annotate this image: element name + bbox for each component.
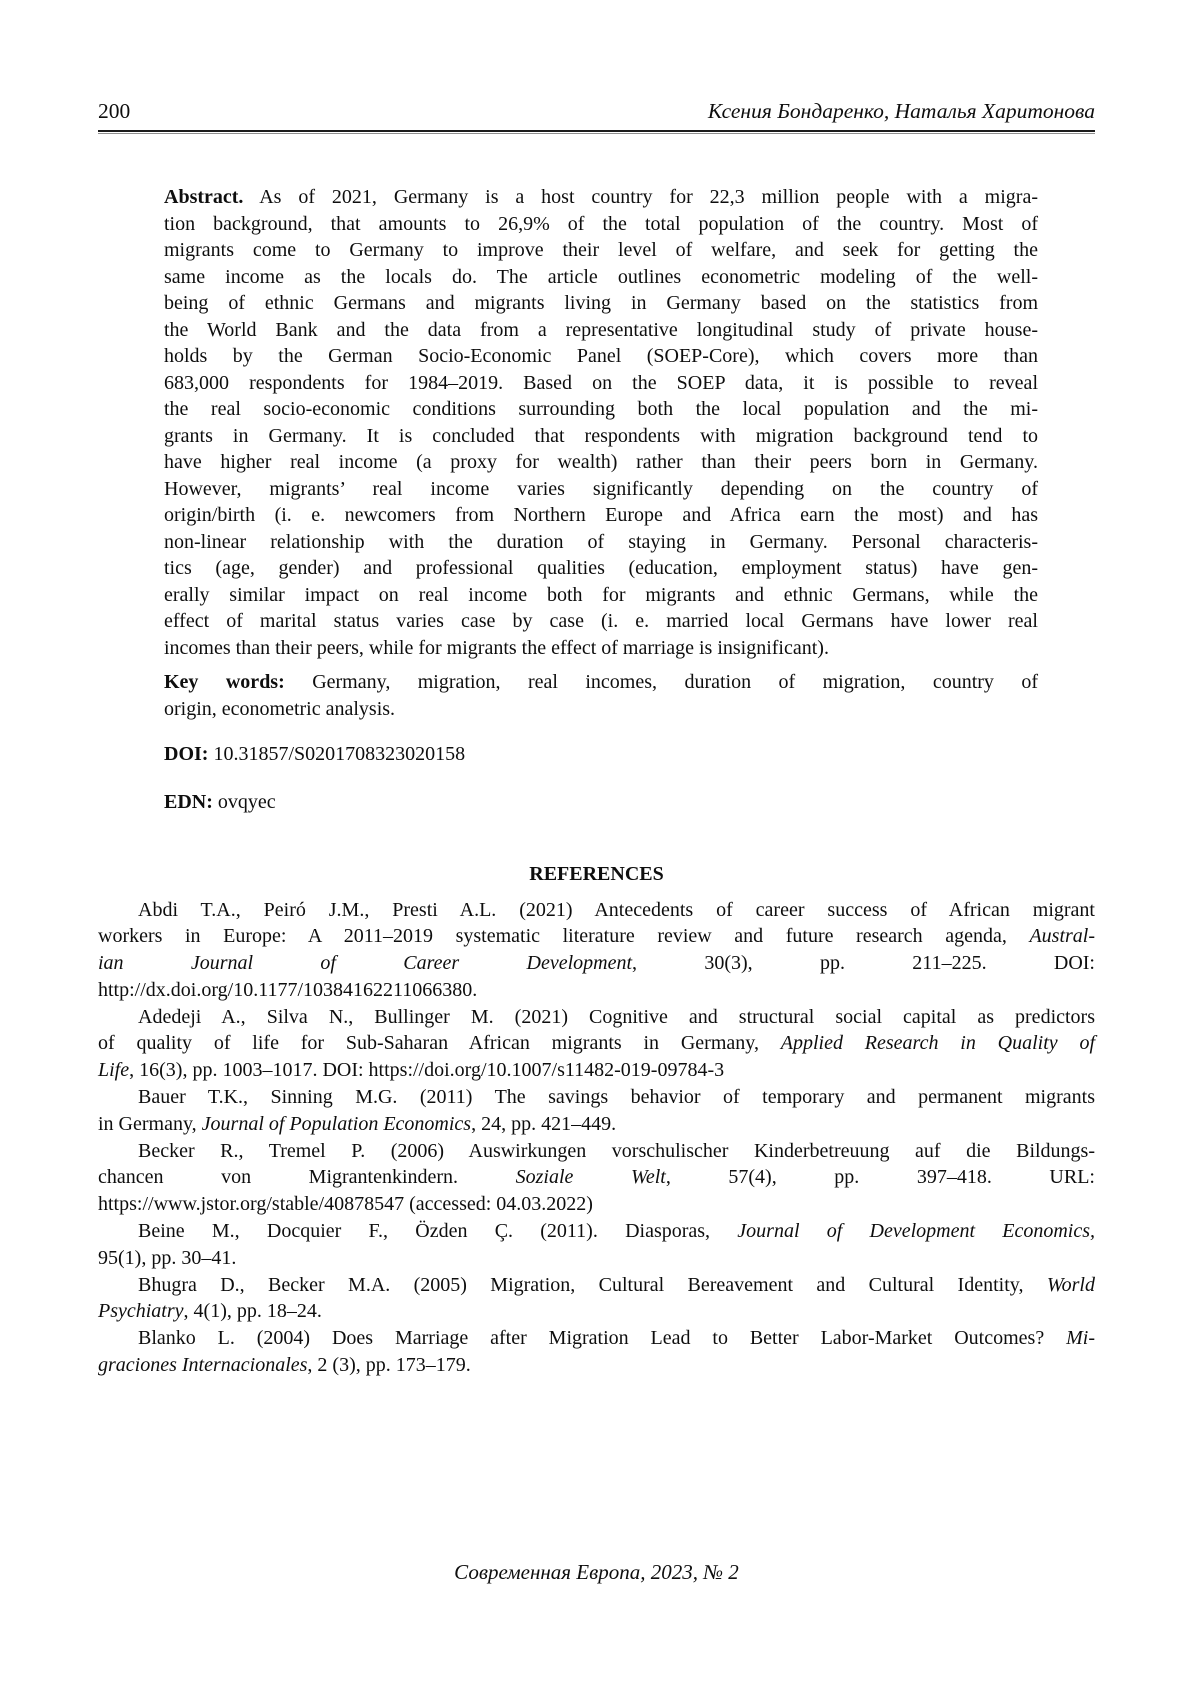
text-line: Bauer T.K., Sinning M.G. (2011) The savings behavior of temporary and permanent migrants <box>138 1086 1095 1109</box>
text-line: However, migrants’ real income varies significantly depending on the country of <box>164 477 1038 500</box>
reference-item <box>98 1084 1095 1138</box>
edn-line <box>164 789 1038 816</box>
text-line: graciones Internacionales, 2 (3), pp. 173–179. <box>98 1354 471 1377</box>
keywords-paragraph <box>164 669 1038 722</box>
text-line: effect of marital status varies case by case (i. e. married local Germans have lower real <box>164 610 1038 632</box>
references-heading: REFERENCES <box>529 863 664 885</box>
abstract-paragraph <box>164 184 1038 661</box>
text-line: Beine M., Docquier F., Özden Ç. (2011). Diasporas, Journal of Development Economics, <box>138 1220 1095 1243</box>
text-line: origin, econometric analysis. <box>164 697 396 720</box>
text-line: ian Journal of Career Development, 30(3), pp. 211–225. DOI: <box>98 952 1095 975</box>
footer-journal-line: Современная Европа, 2023, № 2 <box>454 1560 739 1584</box>
text-line: 683,000 respondents for 1984–2019. Based on the SOEP data, it is possible to reveal <box>164 371 1038 394</box>
text-line: same income as the locals do. The article outlines econometric modeling of the well- <box>164 265 1038 288</box>
text-line: have higher real income (a proxy for wealth) rather than their peers born in Germany. <box>164 451 1038 473</box>
text-line: tics (age, gender) and professional qualities (education, employment status) have gen- <box>164 557 1038 579</box>
text-line: http://dx.doi.org/10.1177/10384162211066380. <box>98 978 478 1001</box>
doi-label: DOI: <box>164 743 209 765</box>
text-line: Adedeji A., Silva N., Bullinger M. (2021) Cognitive and structural social capital as predictors <box>138 1005 1095 1028</box>
text-line: migrants come to Germany to improve their level of welfare, and seek for getting the <box>164 239 1038 261</box>
reference-item <box>98 1272 1095 1326</box>
doi-line <box>164 741 1038 768</box>
references-list <box>98 897 1095 1379</box>
edn-value: ovqyec <box>217 790 276 813</box>
text-line: of quality of life for Sub-Saharan African migrants in Germany, Applied Research in Quality of <box>98 1032 1096 1055</box>
reference-item <box>98 1325 1095 1379</box>
running-authors: Ксения Бондаренко, Наталья Харитонова <box>707 99 1095 123</box>
doi-value: 10.31857/S0201708323020158 <box>213 743 466 765</box>
text-line: incomes than their peers, while for migrants the effect of marriage is insignificant). <box>164 636 829 659</box>
text-line: workers in Europe: A 2011–2019 systematic literature review and future research agenda, Austral- <box>98 925 1095 948</box>
reference-item <box>98 1138 1095 1218</box>
text-line: holds by the German Socio-Economic Panel (SOEP-Core), which covers more than <box>164 345 1038 367</box>
text-line: non-linear relationship with the duration of staying in Germany. Personal characteris- <box>164 530 1038 553</box>
text-line: Life, 16(3), pp. 1003–1017. DOI: https://doi.org/10.1007/s11482-019-09784-3 <box>98 1059 725 1082</box>
text-line: Becker R., Tremel P. (2006) Auswirkungen vorschulischer Kinderbetreuung auf die Bildungs- <box>138 1139 1095 1162</box>
text-line: grants in Germany. It is concluded that respondents with migration background tend to <box>164 424 1038 447</box>
text-line: chancen von Migrantenkindern. Soziale Welt, 57(4), pp. 397–418. URL: <box>98 1166 1095 1189</box>
text-line: Psychiatry, 4(1), pp. 18–24. <box>98 1300 322 1323</box>
text-line: the real socio-economic conditions surrounding both the local population and the mi- <box>164 398 1038 420</box>
text-line: erally similar impact on real income both for migrants and ethnic Germans, while the <box>164 583 1038 606</box>
text-line: Bhugra D., Becker M.A. (2005) Migration, Cultural Bereavement and Cultural Identity, World <box>138 1273 1095 1296</box>
text-line: in Germany, Journal of Population Economics, 24, pp. 421–449. <box>98 1112 617 1135</box>
page-number: 200 <box>98 99 131 123</box>
text-line: Blanko L. (2004) Does Marriage after Migration Lead to Better Labor-Market Outcomes? Mi- <box>138 1327 1095 1350</box>
edn-label: EDN: <box>164 790 213 813</box>
text-line: origin/birth (i. e. newcomers from Northern Europe and Africa earn the most) and has <box>164 504 1038 526</box>
reference-item <box>98 897 1095 1004</box>
text-line: being of ethnic Germans and migrants living in Germany based on the statistics from <box>164 292 1038 314</box>
text-line: tion background, that amounts to 26,9% of the total population of the country. Most of <box>164 212 1038 235</box>
text-line: Abdi T.A., Peiró J.M., Presti A.L. (2021) Antecedents of career success of African migrant <box>138 898 1095 921</box>
text-line: https://www.jstor.org/stable/40878547 (accessed: 04.03.2022) <box>98 1193 593 1216</box>
reference-item <box>98 1004 1095 1084</box>
header-rule <box>98 130 1095 134</box>
text-line: 95(1), pp. 30–41. <box>98 1246 237 1269</box>
text-line: Abstract. As of 2021, Germany is a host country for 22,3 million people with a migra- <box>164 186 1038 208</box>
page-body <box>98 184 1095 1379</box>
page-header <box>98 99 1095 124</box>
text-line: the World Bank and the data from a representative longitudinal study of private house- <box>164 318 1038 341</box>
text-line: Key words: Germany, migration, real incomes, duration of migration, country of <box>164 671 1039 693</box>
reference-item <box>98 1218 1095 1272</box>
